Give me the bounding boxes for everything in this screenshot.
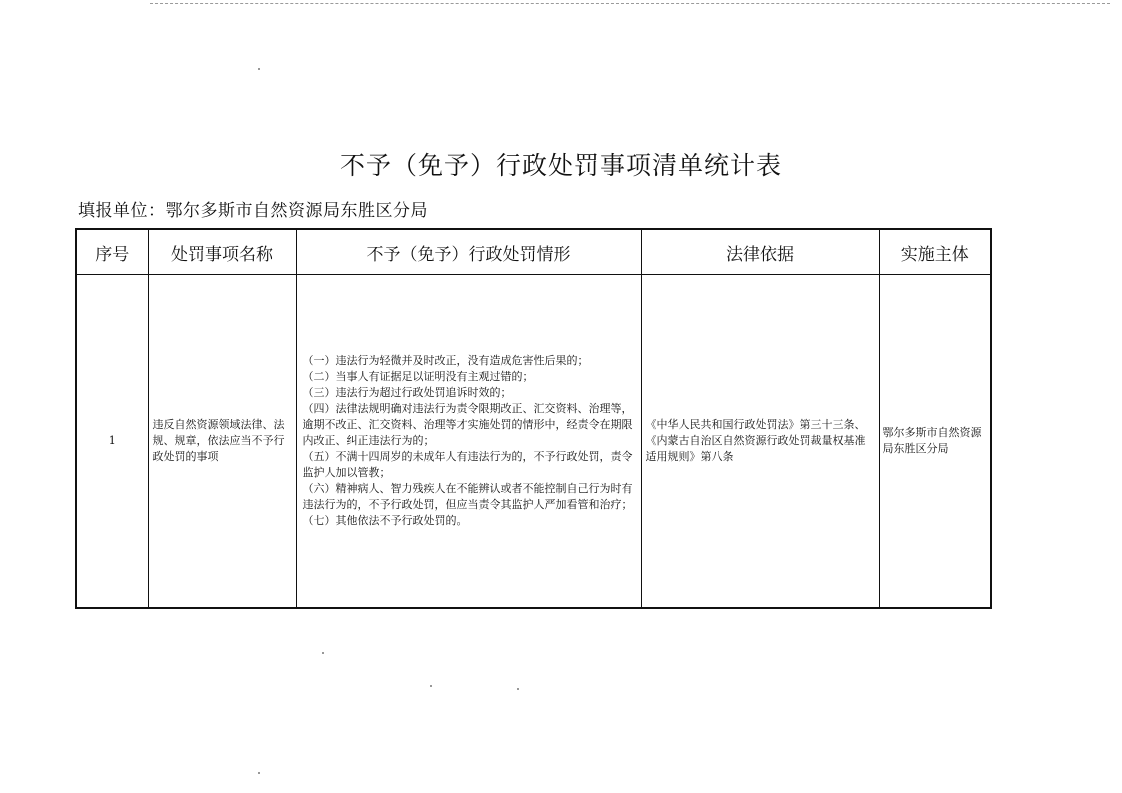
cell-legal-basis: 《中华人民共和国行政处罚法》第三十三条、《内蒙古自治区自然资源行政处罚裁量权基准适用规则》第八条 — [641, 275, 879, 609]
cell-circumstances — [296, 275, 641, 609]
circumstance-item: （三）违法行为超过行政处罚追诉时效的； — [302, 386, 512, 399]
scan-speck — [258, 772, 260, 774]
circumstance-item: （一）违法行为轻微并及时改正，没有造成危害性后果的； — [302, 354, 589, 367]
header-item-name: 处罚事项名称 — [148, 229, 296, 275]
scan-edge-line — [150, 3, 1110, 4]
cell-entity: 鄂尔多斯市自然资源局东胜区分局 — [879, 275, 991, 609]
table-row — [76, 275, 991, 609]
cell-seq: 1 — [76, 275, 148, 609]
scan-speck — [322, 652, 324, 654]
circumstance-item: （四）法律法规明确对违法行为责令限期改正、汇交资料、治理等，逾期不改正、汇交资料、治理等才实施处罚的情形中，经责令在期限内改正、纠正违法行为的； — [302, 402, 633, 447]
header-seq: 序号 — [76, 229, 148, 275]
penalty-list-table — [75, 228, 992, 609]
header-legal-basis: 法律依据 — [641, 229, 879, 275]
circumstance-item: （二）当事人有证据足以证明没有主观过错的； — [302, 370, 534, 383]
circumstance-item: （六）精神病人、智力残疾人在不能辨认或者不能控制自己行为时有违法行为的，不予行政处罚，但应当责令其监护人严加看管和治疗； — [302, 482, 633, 511]
table-header-row — [76, 229, 991, 275]
header-entity: 实施主体 — [879, 229, 991, 275]
document-title: 不予（免予）行政处罚事项清单统计表 — [339, 151, 782, 180]
circumstance-item: （七）其他依法不予行政处罚的。 — [302, 514, 468, 527]
header-circumstances: 不予（免予）行政处罚情形 — [296, 229, 641, 275]
filing-unit: 填报单位：鄂尔多斯市自然资源局东胜区分局 — [78, 201, 428, 221]
circumstance-item: （五）不满十四周岁的未成年人有违法行为的，不予行政处罚，责令监护人加以管教； — [302, 450, 633, 479]
scan-speck — [258, 68, 260, 70]
cell-item-name: 违反自然资源领域法律、法规、规章，依法应当不予行政处罚的事项 — [148, 275, 296, 609]
scan-speck — [517, 688, 519, 690]
scan-speck — [430, 685, 432, 687]
